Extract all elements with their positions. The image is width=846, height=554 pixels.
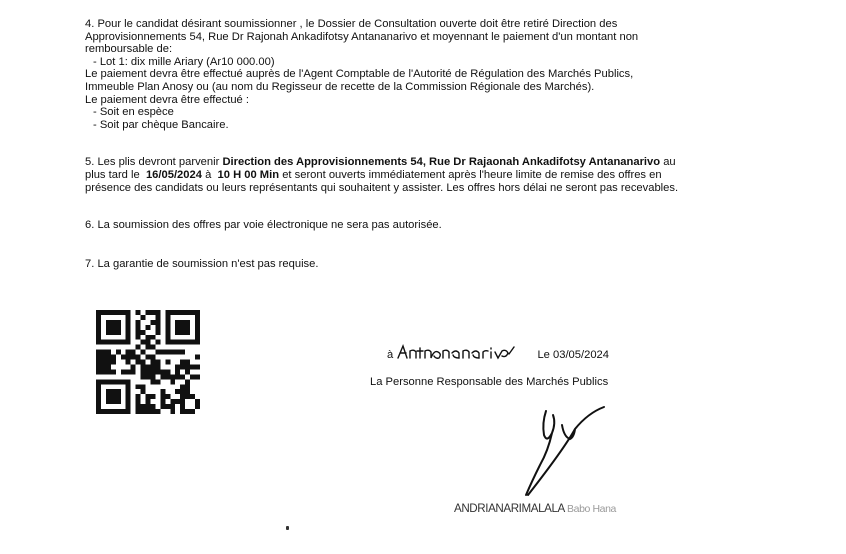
responsible-role: La Personne Responsable des Marchés Publics	[370, 376, 609, 388]
section-5-line2-pre: plus tard le	[85, 168, 140, 181]
lot-fee: - Lot 1: dix mille Ariary (Ar10 000.00)	[93, 55, 275, 68]
section-5-pre: 5. Les plis devront parvenir	[85, 156, 220, 169]
section-5-line	[85, 156, 765, 169]
payment-line: Le paiement devra être effectué :	[85, 93, 249, 106]
section-5-line2-post: et seront ouverts immédiatement après l'heure limite de remise des offres en	[282, 168, 662, 181]
section-5-line	[85, 169, 765, 182]
section-5-address: Direction des Approvisionnements 54, Rue Dr Rajaonah Ankadifotsy Antananarivo	[222, 156, 661, 169]
place-prefix: à	[387, 349, 394, 361]
document-body	[85, 18, 765, 270]
section-4-line: Approvisionnements 54, Rue Dr Rajonah Ankadifotsy Antananarivo et moyennant le paiement d'un montant non	[85, 30, 639, 43]
handwritten-place	[396, 344, 534, 360]
signatory-surname: ANDRIANARIMALALA	[454, 502, 565, 515]
section-5-post: au	[663, 156, 676, 169]
payment-option: - Soit en espèce	[93, 106, 174, 119]
qr-code	[96, 310, 200, 414]
section-5-a: à	[205, 168, 212, 181]
signatory-name	[454, 503, 616, 516]
section-7: 7. La garantie de soumission n'est pas requise.	[85, 257, 319, 270]
section-6: 6. La soumission des offres par voie électronique ne sera pas autorisée.	[85, 219, 442, 232]
deadline-date: 16/05/2024	[145, 168, 202, 181]
deadline-time: 10 H 00 Min	[217, 168, 280, 181]
signature-date: Le 03/05/2024	[537, 349, 609, 361]
section-5-line: présence des candidats ou leurs représentants qui souhaitent y assister. Les offres hors délai ne seront pas recevables.	[85, 181, 679, 194]
signature-scribble	[518, 403, 618, 503]
scan-speck	[286, 526, 289, 530]
payment-line: Immeuble Plan Anosy ou (au nom du Regisseur de recette de la Commission Régionale des Marchés).	[85, 80, 595, 93]
section-4-line: remboursable de:	[85, 43, 173, 56]
payment-option: - Soit par chèque Bancaire.	[93, 118, 229, 131]
signatory-given-name: Babo Hana	[567, 503, 616, 515]
section-4-line: 4. Pour le candidat désirant soumissionner , le Dossier de Consultation ouverte doit être retiré Direction des	[85, 18, 618, 30]
place-date-line	[387, 344, 609, 362]
payment-line: Le paiement devra être effectué auprès de l'Agent Comptable de l'Autorité de Régulation des Marchés Publics,	[85, 68, 634, 81]
